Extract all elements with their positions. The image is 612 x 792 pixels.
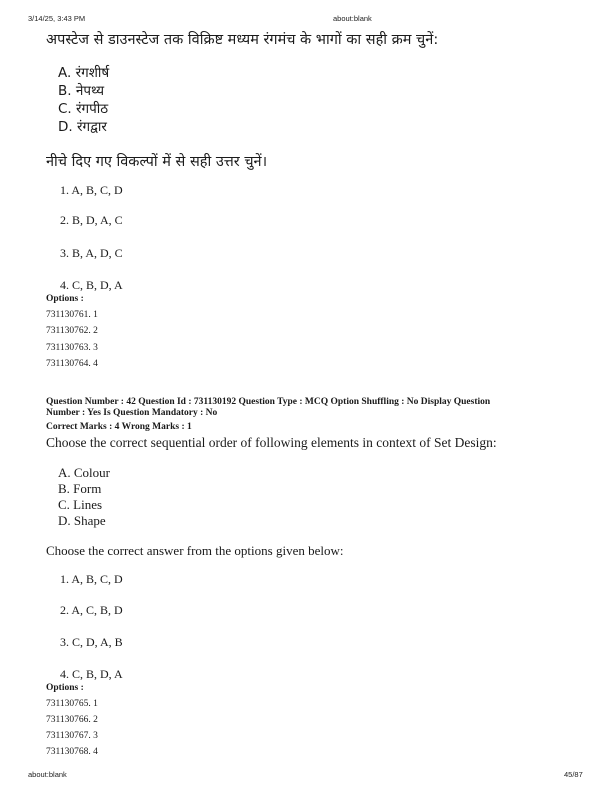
q2-meta-line-2: Number : Yes Is Question Mandatory : No: [46, 408, 218, 418]
q2-option-id-3: 731130767. 3: [46, 731, 98, 741]
print-footer-url: about:blank: [28, 770, 67, 779]
q1-option-id-3: 731130763. 3: [46, 343, 98, 353]
q1-choice-1: 1. A, B, C, D: [60, 183, 123, 197]
q1-option-id-1: 731130761. 1: [46, 310, 98, 320]
q1-choice-2: 2. B, D, A, C: [60, 213, 123, 227]
q1-question-text: अपस्टेज से डाउनस्टेज तक विक्रिष्ट मध्यम रंगमंच के भागों का सही क्रम चुनें:: [46, 32, 439, 48]
q1-item-c: C. रंगपीठ: [58, 101, 109, 117]
q1-option-id-2: 731130762. 2: [46, 326, 98, 336]
q2-choice-2: 2. A, C, B, D: [60, 603, 123, 617]
q2-item-c: C. Lines: [58, 497, 103, 512]
print-datetime: 3/14/25, 3:43 PM: [28, 14, 86, 23]
q1-choice-4: 4. C, B, D, A: [60, 278, 123, 292]
print-page-count: 45/87: [564, 770, 583, 779]
q1-options-label: Options :: [46, 294, 84, 304]
q1-prompt: नीचे दिए गए विकल्पों में से सही उत्तर चुनें।: [46, 154, 268, 170]
q2-question-text: Choose the correct sequential order of following elements in context of Set Design:: [46, 435, 497, 450]
q2-item-d: D. Shape: [58, 513, 106, 528]
q2-prompt: Choose the correct answer from the options given below:: [46, 543, 344, 558]
q2-meta-line-1: Question Number : 42 Question Id : 731130192 Question Type : MCQ Option Shuffling : No Display Question: [46, 397, 491, 407]
q2-item-a: A. Colour: [58, 465, 110, 480]
q2-option-id-2: 731130766. 2: [46, 715, 98, 725]
q1-item-d: D. रंगद्वार: [58, 119, 107, 135]
q2-choice-1: 1. A, B, C, D: [60, 572, 123, 586]
q2-option-id-4: 731130768. 4: [46, 747, 98, 757]
q2-item-b: B. Form: [58, 481, 102, 496]
q2-choice-4: 4. C, B, D, A: [60, 667, 123, 681]
q2-marks: Correct Marks : 4 Wrong Marks : 1: [46, 422, 192, 432]
q2-option-id-1: 731130765. 1: [46, 699, 98, 709]
print-page-title: about:blank: [333, 14, 372, 23]
q2-choice-3: 3. C, D, A, B: [60, 635, 123, 649]
q1-item-a: A. रंगशीर्ष: [58, 65, 110, 81]
q2-options-label: Options :: [46, 683, 84, 693]
q1-option-id-4: 731130764. 4: [46, 359, 98, 369]
q1-choice-3: 3. B, A, D, C: [60, 246, 123, 260]
q1-item-b: B. नेपथ्य: [58, 83, 105, 99]
